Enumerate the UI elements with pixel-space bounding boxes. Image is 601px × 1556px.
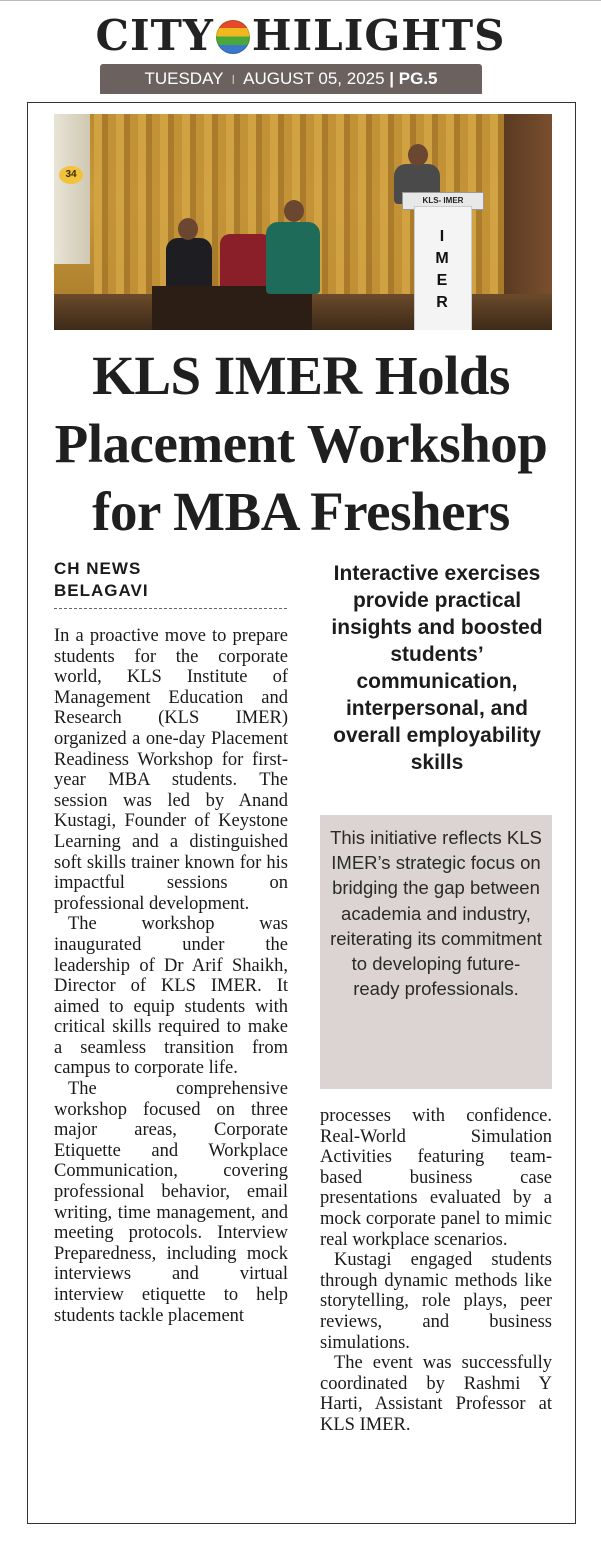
paragraph: The event was successfully coordinated by Rashmi Y Harti, Assistant Professor at KLS IMER.	[320, 1353, 552, 1435]
masthead	[0, 10, 601, 62]
chair	[220, 234, 272, 294]
byline	[54, 558, 294, 602]
masthead-hilights: HILIGHTS	[251, 11, 506, 60]
dateline-date: AUGUST 05, 2025	[243, 69, 385, 88]
projector-screen	[54, 114, 90, 264]
paragraph: In a proactive move to prepare students for the corporate world, KLS Institute of Management Education and Research (KLS IMER) organized a one-day Placement Readiness Workshop for first-year MBA students. The session was led by Anand Kustagi, Founder of Keystone Learning and a distinguished soft skills trainer known for his impactful sessions on professional development.	[54, 626, 288, 914]
speaker-head	[408, 144, 428, 166]
person-head	[284, 200, 304, 222]
podium-label: KLS- IMER	[402, 192, 484, 210]
person-head	[178, 218, 198, 240]
dashed-divider	[54, 608, 287, 609]
person-seated-right	[266, 222, 320, 294]
dateline-bar	[100, 64, 482, 94]
headline: KLS IMER Holds Placement Workshop for MBA Freshers	[54, 345, 548, 542]
pull-quote: Interactive exercises provide practical insights and boosted students’ communication, interpersonal, and overall employability skills	[331, 562, 543, 774]
paragraph: The comprehensive workshop focused on three major areas, Corporate Etiquette and Workplace Communication, covering professional behavior, email writing, time management, and meeting protocols. Interview Preparedness, including mock interviews and virtual interview etiquette to help students tackle placement	[54, 1079, 288, 1326]
masthead-city: CITY	[95, 11, 214, 60]
dateline-separator: I	[231, 72, 236, 87]
event-photo	[54, 114, 552, 330]
body-column-left	[54, 626, 288, 1326]
podium-letters: I M E R	[435, 228, 449, 311]
callout-box: This initiative reflects KLS IMER’s strategic focus on bridging the gap between academia and industry, reiterating its commitment to developing future-ready professionals.	[320, 815, 552, 1089]
paragraph: Kustagi engaged students through dynamic methods like storytelling, role plays, peer reviews, and business simulations.	[320, 1250, 552, 1353]
byline-location: BELAGAVI	[54, 581, 149, 600]
globe-logo-icon	[216, 20, 250, 54]
body-column-right	[320, 1106, 552, 1436]
dateline-day: TUESDAY	[144, 69, 224, 88]
screen-badge: 34	[59, 166, 83, 184]
byline-source: CH NEWS	[54, 559, 142, 578]
paragraph: The workshop was inaugurated under the leadership of Dr Arif Shaikh, Director of KLS IMER. It aimed to equip students with critical skills required to make a seamless transition from campus to corporate life.	[54, 914, 288, 1079]
top-rule	[0, 0, 601, 1]
paragraph: processes with confidence. Real-World Simulation Activities featuring team-based business case presentations evaluated by a mock corporate panel to mimic real workplace scenarios.	[320, 1106, 552, 1250]
dateline-page: | PG.5	[389, 69, 438, 88]
